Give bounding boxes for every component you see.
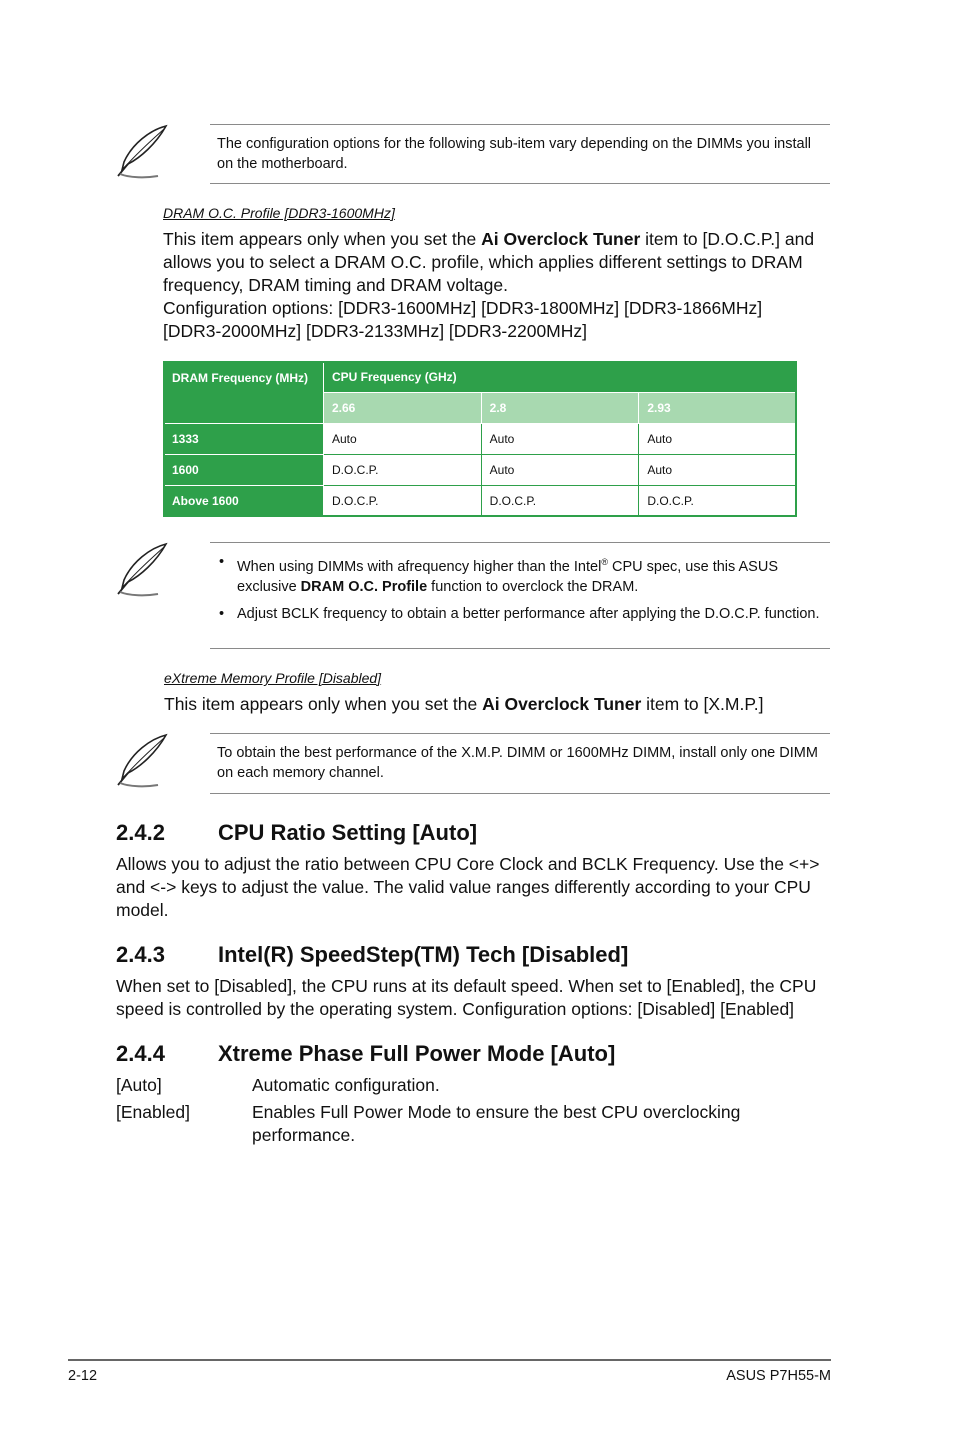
list-item [217, 604, 820, 624]
bullet-text: Adjust BCLK frequency to obtain a better performance after applying the D.O.C.P. function. [237, 605, 820, 622]
note-box-1 [110, 124, 830, 184]
bullet-text: CPU spec, use this ASUS exclusive [237, 558, 778, 595]
table-group-header: CPU Frequency (GHz) [324, 362, 797, 393]
table-cell: Auto [481, 455, 639, 486]
table-row-header: 1600 [164, 455, 324, 486]
section-heading-2-4-2 [116, 820, 477, 846]
section-title: Xtreme Phase Full Power Mode [Auto] [218, 1041, 616, 1066]
table-corner-header: DRAM Frequency (MHz) [164, 362, 324, 424]
page-number: 2-12 [68, 1368, 98, 1384]
table-cell: D.O.C.P. [324, 455, 482, 486]
feather-pen-icon [110, 733, 176, 791]
table-cell: Auto [639, 455, 797, 486]
table-cell: D.O.C.P. [639, 486, 797, 517]
note-box-3 [110, 733, 830, 794]
table-row [164, 455, 797, 486]
table-col-header: 2.66 [324, 393, 482, 424]
feather-pen-icon [110, 124, 176, 182]
section-body: Allows you to adjust the ratio between CPU Core Clock and BCLK Frequency. Use the <+> and <-> keys to adjust the value. The valid value ranges differently according to your CPU model. [116, 854, 820, 920]
xmp-text-a: This item appears only when you set the [164, 694, 483, 714]
dram-profile-paragraph [163, 228, 823, 297]
ai-overclock-tuner-bold: Ai Overclock Tuner [482, 694, 642, 714]
section-heading-2-4-3 [116, 942, 628, 968]
table-cell: Auto [639, 424, 797, 455]
note-text: To obtain the best performance of the X.M.P. DIMM or 1600MHz DIMM, install only one DIMM on each memory channel. [217, 745, 818, 781]
dram-profile-text-a: This item appears only when you set the [163, 229, 482, 249]
registered-mark: ® [601, 557, 608, 567]
section-title: Intel(R) SpeedStep(TM) Tech [Disabled] [218, 942, 629, 967]
feather-pen-icon [110, 542, 176, 600]
table-col-header: 2.8 [481, 393, 639, 424]
section-title: CPU Ratio Setting [Auto] [218, 820, 478, 845]
note-box-2 [110, 542, 830, 649]
option-desc: Automatic configuration. [252, 1075, 440, 1095]
ai-overclock-tuner-bold: Ai Overclock Tuner [481, 229, 641, 249]
option-key: [Enabled] [116, 1102, 190, 1122]
table-row [164, 486, 797, 517]
list-item [217, 552, 820, 597]
xmp-title: eXtreme Memory Profile [Disabled] [164, 670, 382, 686]
section-number: 2.4.4 [116, 1041, 165, 1066]
table-cell: D.O.C.P. [481, 486, 639, 517]
dram-oc-profile-bold: DRAM O.C. Profile [300, 578, 428, 595]
note-text: The configuration options for the following sub-item vary depending on the DIMMs you install on the motherboard. [217, 136, 812, 172]
note-bullets [217, 552, 820, 631]
dram-profile-title: DRAM O.C. Profile [DDR3-1600MHz] [163, 205, 395, 221]
footer-divider [68, 1359, 831, 1361]
frequency-table [163, 361, 797, 517]
bullet-text: When using DIMMs with afrequency higher than the Intel [237, 558, 602, 575]
option-desc: Enables Full Power Mode to ensure the best CPU overclocking performance. [252, 1102, 741, 1145]
bullet-text: function to overclock the DRAM. [427, 578, 639, 595]
xmp-text-b: item to [X.M.P.] [641, 694, 764, 714]
section-body: When set to [Disabled], the CPU runs at its default speed. When set to [Enabled], the CPU speed is controlled by the operating system. Configuration options: [Disabled] [Enabled] [116, 976, 817, 1019]
product-name: ASUS P7H55-M [726, 1368, 831, 1384]
table-row-header: 1333 [164, 424, 324, 455]
option-key: [Auto] [116, 1075, 162, 1095]
table-row [164, 424, 797, 455]
section-heading-2-4-4 [116, 1041, 615, 1067]
table-cell: D.O.C.P. [324, 486, 482, 517]
section-number: 2.4.2 [116, 820, 165, 845]
xmp-paragraph [164, 693, 824, 716]
table-cell: Auto [481, 424, 639, 455]
table-cell: Auto [324, 424, 482, 455]
table-col-header: 2.93 [639, 393, 797, 424]
section-number: 2.4.3 [116, 942, 165, 967]
table-row-header: Above 1600 [164, 486, 324, 517]
dram-profile-config-options: Configuration options: [DDR3-1600MHz] [DDR3-1800MHz] [DDR3-1866MHz] [DDR3-2000MHz] [DDR3-2133MHz] [DDR3-2200MHz] [163, 298, 763, 341]
dram-profile-text-b: item to [D.O.C.P.] and allows you to select a DRAM O.C. profile, which applies different settings to DRAM frequency, DRAM timing and DRAM voltage. [163, 229, 815, 295]
